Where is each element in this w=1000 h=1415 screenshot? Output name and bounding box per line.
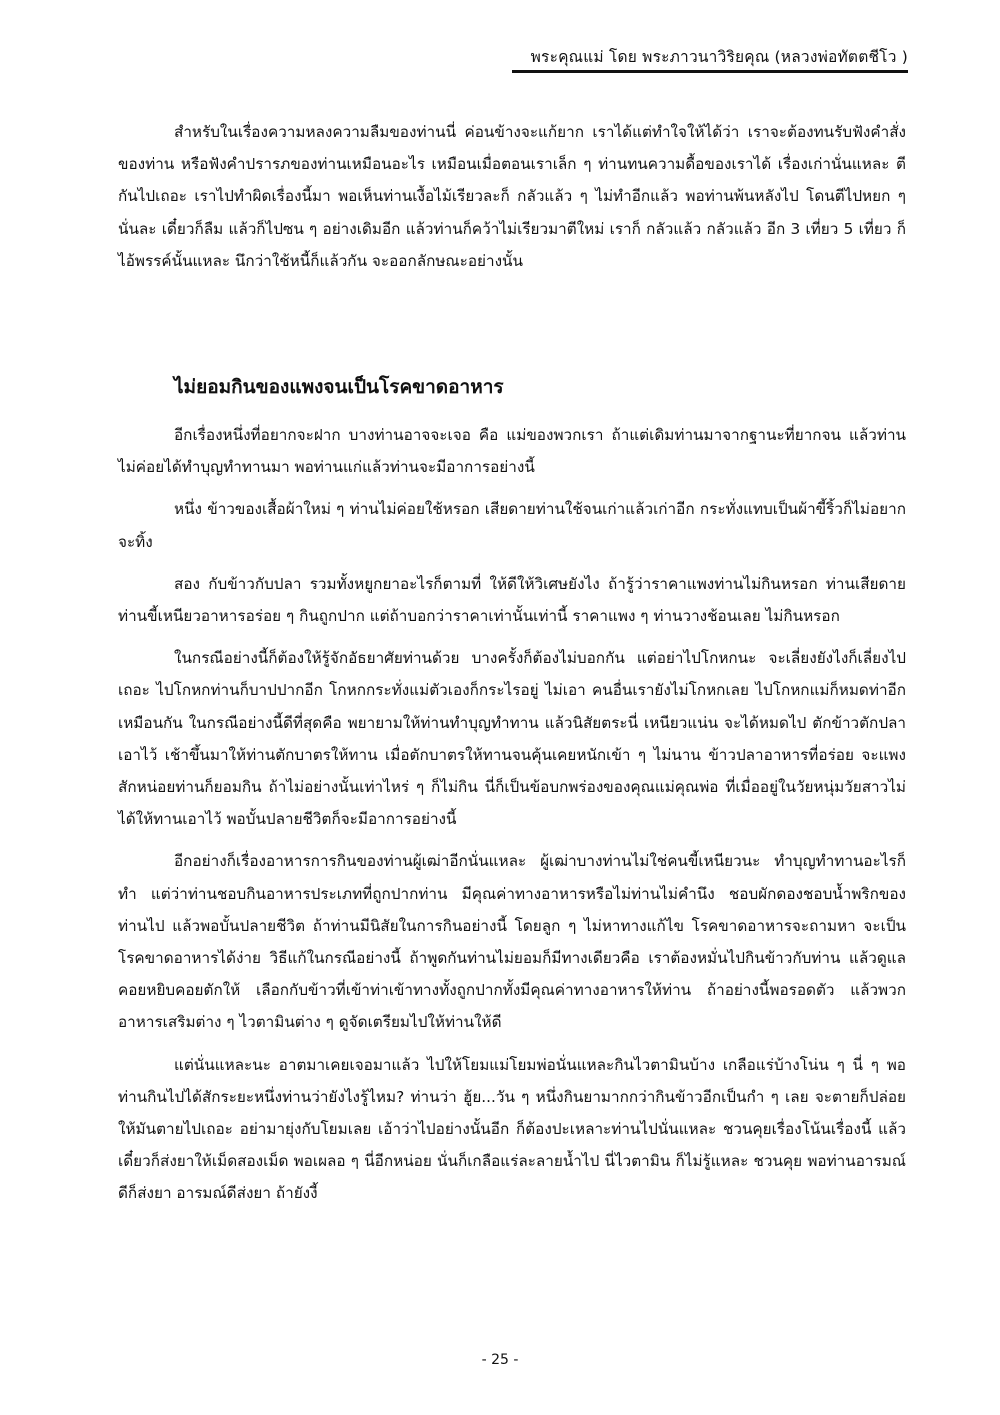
paragraph	[118, 493, 906, 557]
paragraph	[118, 419, 906, 483]
running-header: พระคุณแม่ โดย พระภาวนาวิริยคุณ (หลวงพ่อทัตตชีโว )	[530, 48, 908, 66]
paragraph-text: ในกรณีอย่างนี้ก็ต้องให้รู้จักอัธยาศัยท่านด้วย บางครั้งก็ต้องไม่บอกกัน แต่อย่าไปโกหกนะ จะเลี่ยงยังไงก็เลี่ยงไปเถอะ ไปโกหกท่านก็บาปปากอีก โกหกกระทั่งแม่ตัวเองก็กระไรอยู่ ไม่เอา คนอื่นเรายังไม่โกหกเลย ไปโกหกแม่ก็หมดท่าอีกเหมือนกัน ในกรณีอย่างนี้ดีที่สุดคือ พยายามให้ท่านทำบุญทำทาน แล้วนิสัยตระนี่ เหนียวแน่น จะได้หมดไป ตักข้าวตักปลาเอาไว้ เช้าขึ้นมาให้ท่านตักบาตรให้ทาน เมื่อตักบาตรให้ทานจนคุ้นเคยหนักเข้า ๆ ไม่นาน ข้าวปลาอาหารที่อร่อย จะแพงสักหน่อยท่านก็ยอมกิน ถ้าไม่อย่างนั้นเท่าไหร่ ๆ ก็ไม่กิน นี่ก็เป็นข้อบกพร่องของคุณแม่คุณพ่อ ที่เมื่ออยู่ในวัยหนุ่มวัยสาวไม่ได้ให้ทานเอาไว้ พอบั้นปลายชีวิตก็จะมีอาการอย่างนี้	[118, 649, 906, 829]
paragraph-text: อีกเรื่องหนึ่งที่อยากจะฝาก บางท่านอาจจะเจอ คือ แม่ของพวกเรา ถ้าแต่เดิมท่านมาจากฐานะที่ยากจน แล้วท่านไม่ค่อยได้ทำบุญทำทานมา พอท่านแก่แล้วท่านจะมีอาการอย่างนี้	[118, 426, 906, 477]
section-2-body	[118, 419, 906, 1210]
page-number: - 25 -	[481, 1352, 519, 1368]
paragraph	[118, 845, 906, 1038]
paragraph-text: หนึ่ง ข้าวของเสื้อผ้าใหม่ ๆ ท่านไม่ค่อยใช้หรอก เสียดายท่านใช้จนเก่าแล้วเก่าอีก กระทั่งแทบเป็นผ้าขี้ริ้วก็ไม่อยากจะทิ้ง	[118, 500, 906, 551]
header-rule	[512, 70, 908, 73]
paragraph-text: แต่นั่นแหละนะ อาตมาเคยเจอมาแล้ว ไปให้โยมแม่โยมพ่อนั่นแหละกินไวตามินบ้าง เกลือแร่บ้างโน่น ๆ นี่ ๆ พอท่านกินไปได้สักระยะหนึ่งท่านว่ายังไงรู้ไหม? ท่านว่า ฮู้ย...วัน ๆ หนึ่งกินยามากกว่ากินข้าวอีกเป็นกำ ๆ เลย จะตายก็ปล่อยให้มันตายไปเถอะ อย่ามายุ่งกับโยมเลย เอ้าว่าไปอย่างนั้นอีก ก็ต้องปะเหลาะท่านไปนั่นแหละ ชวนคุยเรื่องโน้นเรื่องนี้ แล้วเดี๋ยวก็ส่งยาให้เม็ดสองเม็ด พอเผลอ ๆ นี่อีกหน่อย นั่นก็เกลือแร่ละลายน้ำไป นี่ไวตามิน ก็ไม่รู้แหละ ชวนคุย พอท่านอารมณ์ดีก็ส่งยา อารมณ์ดีส่งยา ถ้ายังงี้	[118, 1055, 906, 1203]
section-1	[118, 116, 906, 277]
paragraph-text: สำหรับในเรื่องความหลงความลืมของท่านนี่ ค่อนข้างจะแก้ยาก เราได้แต่ทำใจให้ได้ว่า เราจะต้องทนรับฟังคำสั่งของท่าน หรือฟังคำปรารภของท่านเหมือนอะไร เหมือนเมื่อตอนเราเล็ก ๆ ท่านทนความดื้อของเราได้ เรื่องเก่านั่นแหละ ตีกันไปเถอะ เราไปทำผิดเรื่องนี้มา พอเห็นท่านเงื้อไม้เรียวละก็ กลัวแล้ว ๆ ไม่ทำอีกแล้ว พอท่านพ้นหลังไป โดนตีไปหยก ๆ นั่นละ เดี๋ยวก็ลืม แล้วก็ไปซน ๆ อย่างเดิมอีก แล้วท่านก็คว้าไม่เรียวมาตีใหม่ เราก็ กลัวแล้ว กลัวแล้ว อีก 3 เที่ยว 5 เที่ยว ก็ไอ้พรรค์นั้นแหละ นึกว่าใช้หนี้ก็แล้วกัน จะออกลักษณะอย่างนั้น	[118, 123, 906, 270]
paragraph	[118, 642, 906, 835]
paragraph-text: สอง กับข้าวกับปลา รวมทั้งหยูกยาอะไรก็ตามที่ ให้ดีให้วิเศษยังไง ถ้ารู้ว่าราคาแพงท่านไม่กินหรอก ท่านเสียดาย ท่านขี้เหนียวอาหารอร่อย ๆ กินถูกปาก แต่ถ้าบอกว่าราคาเท่านั้นเท่านี้ ราคาแพง ๆ ท่านวางช้อนเลย ไม่กินหรอก	[118, 574, 906, 626]
paragraph	[118, 116, 906, 277]
paragraph	[118, 568, 906, 632]
section-heading: ไม่ยอมกินของแพงจนเป็นโรคขาดอาหาร	[174, 376, 504, 398]
paragraph-text: อีกอย่างก็เรื่องอาหารการกินของท่านผู้เฒ่าอีกนั่นแหละ ผู้เฒ่าบางท่านไม่ใช่คนขี้เหนียวนะ ทำบุญทำทานอะไรก็ทำ แต่ว่าท่านชอบกินอาหารประเภทที่ถูกปากท่าน มีคุณค่าทางอาหารหรือไม่ท่านไม่คำนึง ชอบผักดองชอบน้ำพริกของท่านไป แล้วพอบั้นปลายชีวิต ถ้าท่านมีนิสัยในการกินอย่างนี้ โดยลูก ๆ ไม่หาทางแก้ไข โรคขาดอาหารจะถามหา จะเป็นโรคขาดอาหารได้ง่าย วิธีแก้ในกรณีอย่างนี้ ถ้าพูดกันท่านไม่ยอมก็มีทางเดียวคือ เราต้องหมั่นไปกินข้าวกับท่าน แล้วดูแลคอยหยิบคอยตักให้ เลือกกับข้าวที่เข้าท่าเข้าทางทั้งถูกปากทั้งมีคุณค่าทางอาหารให้ท่าน ถ้าอย่างนี้พอรอดตัว แล้วพวกอาหารเสริมต่าง ๆ ไวตามินต่าง ๆ ดูจัดเตรียมไปให้ท่านให้ดี	[118, 852, 906, 1032]
paragraph	[118, 1049, 906, 1210]
